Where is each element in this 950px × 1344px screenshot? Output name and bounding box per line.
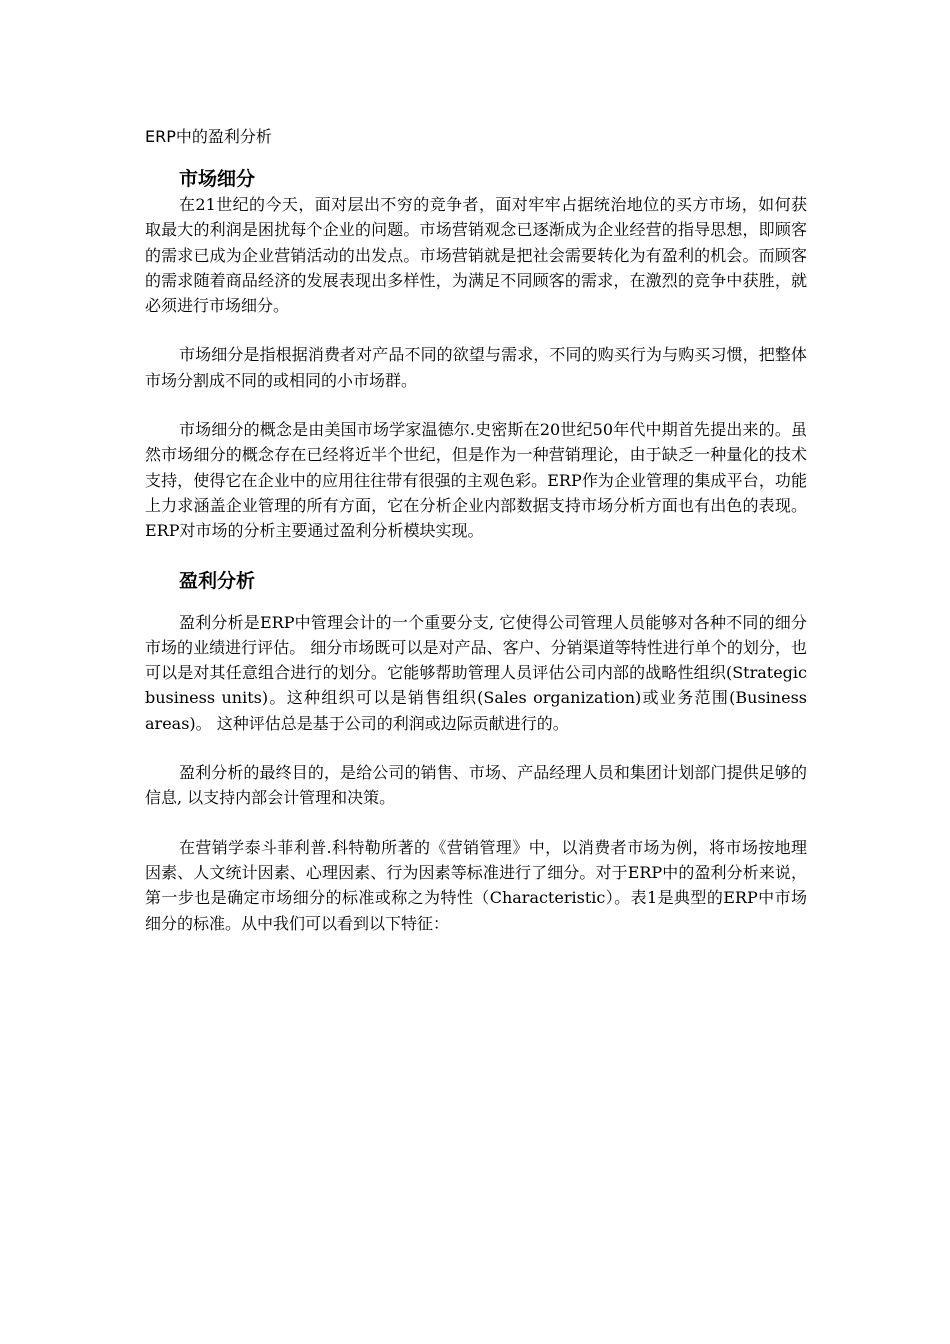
section-heading-profitability-analysis: 盈利分析 — [179, 569, 256, 592]
paragraph: 市场细分的概念是由美国市场学家温德尔.史密斯在20世纪50年代中期首先提出来的。虽然市场细分的概念存在已经将近半个世纪，但是作为一种营销理论，由于缺乏一种量化的技术支持，使得它在企业中的应用往往带有很强的主观色彩。ERP作为企业管理的集成平台，功能上力求涵盖企业管理的所有方面，它在分析企业内部数据支持市场分析方面也有出色的表现。ERP对市场的分析主要通过盈利分析模块实现。 — [145, 420, 807, 541]
section-heading-market-segmentation: 市场细分 — [179, 168, 256, 190]
paragraph: 盈利分析的最终目的，是给公司的销售、市场、产品经理人员和集团计划部门提供足够的信息, 以支持内部会计管理和决策。 — [145, 763, 807, 808]
paragraph: 盈利分析是ERP中管理会计的一个重要分支, 它使得公司管理人员能够对各种不同的细分市场的业绩进行评估。 细分市场既可以是对产品、客户、分销渠道等特性进行单个的划分，也可以是对其任意组合进行的划分。它能够帮助管理人员评估公司内部的战略性组织(Strategic business units)。这种组织可以是销售组织(Sales organization)或业务范围(Business areas)。 这种评估总是基于公司的利润或边际贡献进行的。 — [145, 612, 807, 733]
paragraph: 在营销学泰斗菲利普.科特勒所著的《营销管理》中，以消费者市场为例，将市场按地理因素、人文统计因素、心理因素、行为因素等标准进行了细分。对于ERP中的盈利分析来说，第一步也是确定市场细分的标准或称之为特性（Characteristic）。表1是典型的ERP中市场细分的标准。从中我们可以看到以下特征： — [145, 837, 807, 933]
paragraph: 在21世纪的今天，面对层出不穷的竞争者，面对牢牢占据统治地位的买方市场，如何获取最大的利润是困扰每个企业的问题。市场营销观念已逐渐成为企业经营的指导思想，即顾客的需求已成为企业营销活动的出发点。市场营销就是把社会需要转化为有盈利的机会。而顾客的需求随着商品经济的发展表现出多样性，为满足不同顾客的需求，在激烈的竞争中获胜，就必须进行市场细分。 — [145, 195, 807, 316]
document-title: ERP中的盈利分析 — [145, 127, 272, 146]
paragraph: 市场细分是指根据消费者对产品不同的欲望与需求，不同的购买行为与购买习惯，把整体市场分割成不同的或相同的小市场群。 — [145, 345, 807, 390]
document-page — [145, 122, 807, 960]
